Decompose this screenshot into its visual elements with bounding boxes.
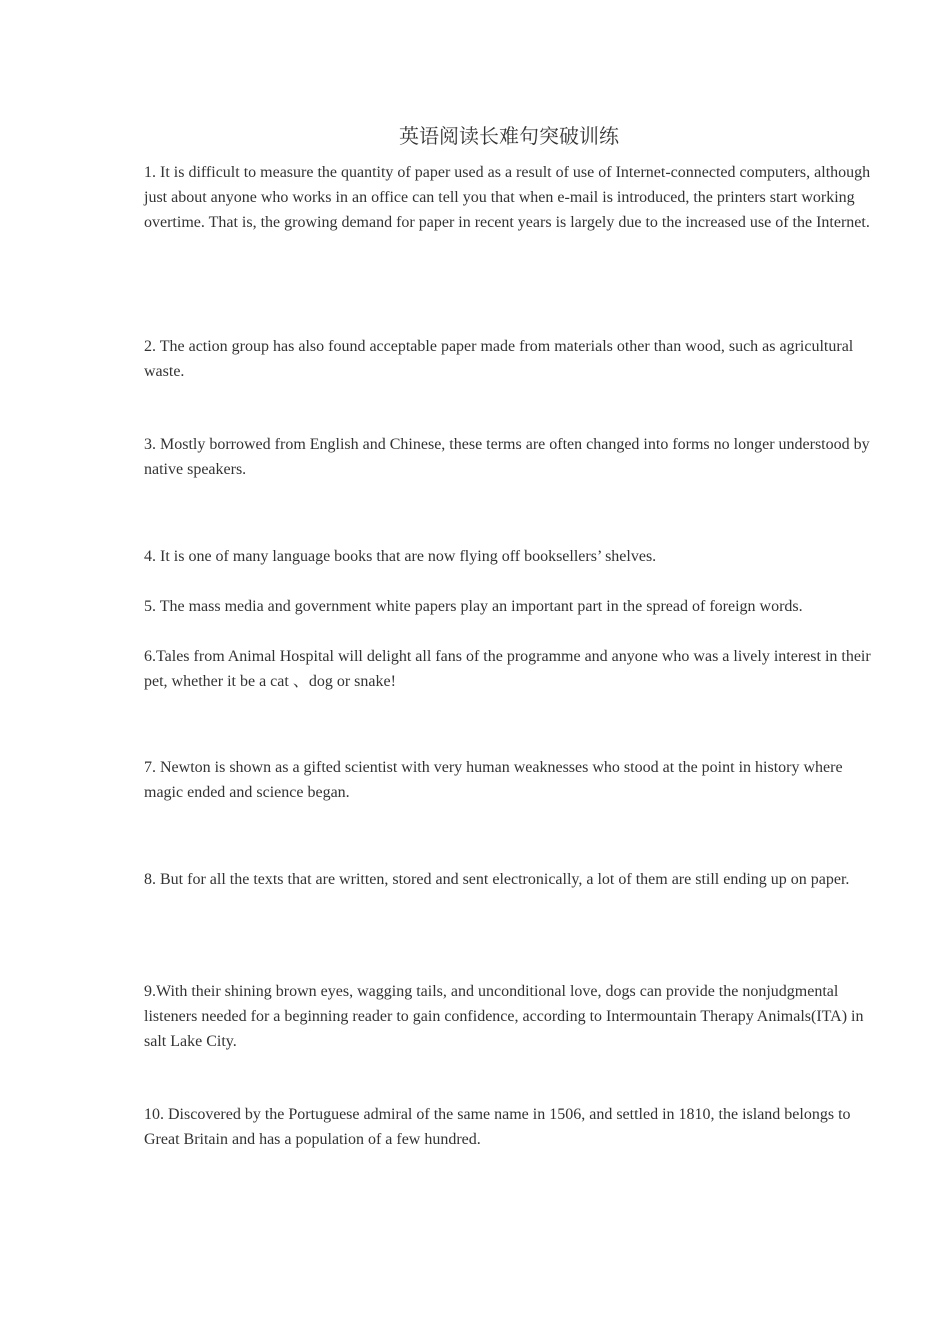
sentence-3: 3. Mostly borrowed from English and Chinese, these terms are often changed into forms no longer understood by native speakers. — [144, 436, 870, 478]
sentence-10: 10. Discovered by the Portuguese admiral of the same name in 1506, and settled in 1810, the island belongs to Great Britain and has a population of a few hundred. — [144, 1106, 851, 1148]
sentence-1: 1. It is difficult to measure the quantity of paper used as a result of use of Internet-connected computers, although just about anyone who works in an office can tell you that when e-mail is introduced, the printers start working overtime. That is, the growing demand for paper in recent years is largely due to the increased use of the Internet. — [144, 164, 871, 231]
sentence-6: 6.Tales from Animal Hospital will delight all fans of the programme and anyone who was a lively interest in their pet, whether it be a cat 、dog or snake! — [144, 648, 871, 690]
document-title: 英语阅读长难句突破训练 — [399, 124, 619, 148]
sentence-4: 4. It is one of many language books that are now flying off booksellers’ shelves. — [144, 548, 657, 565]
sentence-2: 2. The action group has also found acceptable paper made from materials other than wood, such as agricultural waste. — [144, 338, 854, 380]
sentence-8: 8. But for all the texts that are written, stored and sent electronically, a lot of them are still ending up on paper. — [144, 871, 850, 888]
sentence-7: 7. Newton is shown as a gifted scientist with very human weaknesses who stood at the point in history where magic ended and science began. — [144, 759, 843, 801]
sentence-9: 9.With their shining brown eyes, wagging tails, and unconditional love, dogs can provide the nonjudgmental listeners needed for a beginning reader to gain confidence, according to Intermountain Therapy Animals(ITA) in salt Lake City. — [144, 983, 864, 1050]
sentence-5: 5. The mass media and government white papers play an important part in the spread of foreign words. — [144, 598, 803, 615]
